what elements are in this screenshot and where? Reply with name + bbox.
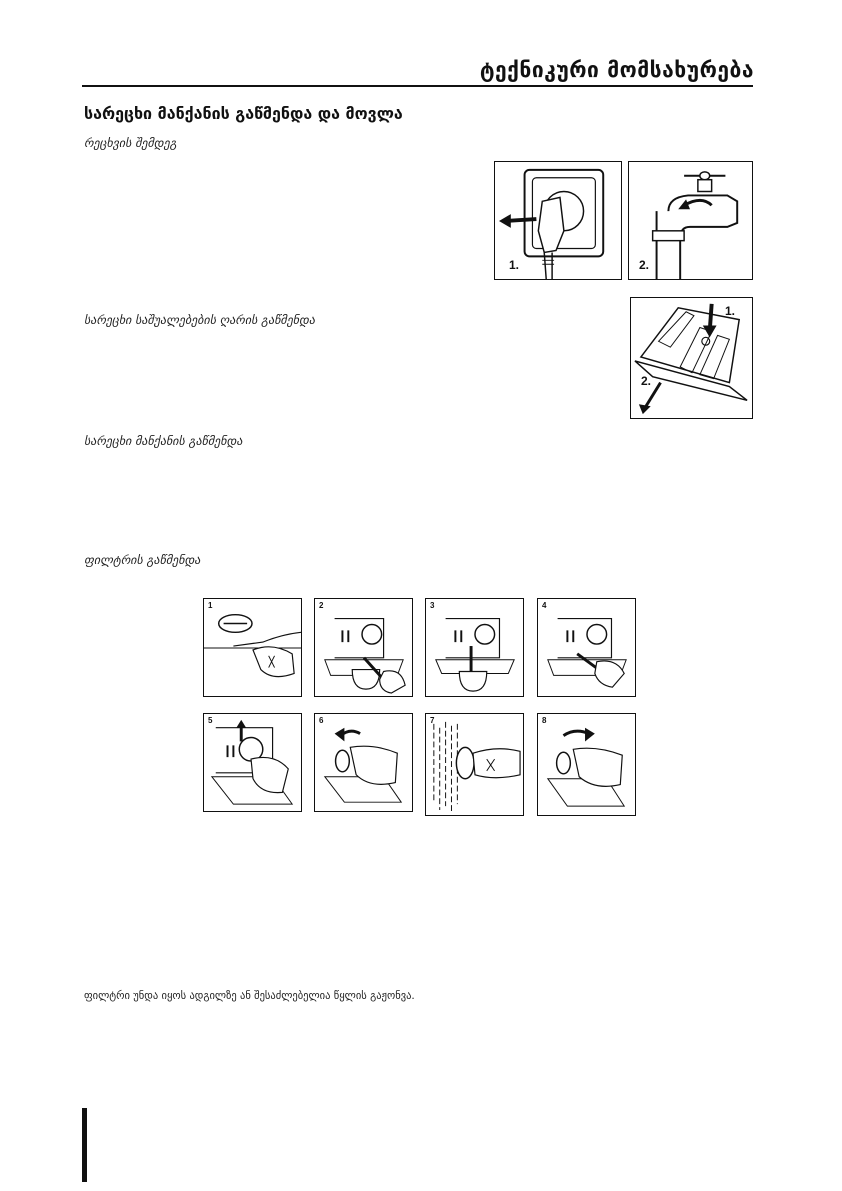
filter-step-number: 8 — [542, 716, 547, 725]
subheading-machine-cleaning: სარეცხი მანქანის გაწმენდა — [84, 434, 243, 448]
filter-step-2-figure — [314, 598, 413, 697]
filter-step-number: 6 — [319, 716, 324, 725]
filter-step-3-figure — [425, 598, 524, 697]
subheading-after-washing: რეცხვის შემდეგ — [84, 136, 177, 150]
filter-step-number: 7 — [430, 716, 435, 725]
tap-step-label: 2. — [639, 258, 650, 272]
subheading-detergent-drawer: სარეცხი საშუალებების ღარის გაწმენდა — [84, 313, 315, 327]
subheading-filter-cleaning: ფილტრის გაწმენდა — [84, 553, 201, 567]
figure-tap — [628, 161, 753, 280]
section-title: სარეცხი მანქანის გაწმენდა და მოვლა — [84, 104, 403, 123]
filter-step-7-figure — [425, 713, 524, 816]
figure-detergent-drawer — [630, 297, 753, 419]
filter-step-number: 1 — [208, 601, 213, 610]
drawer-step-1-label: 1. — [725, 304, 736, 318]
filter-warning-note: ფილტრი უნდა იყოს ადგილზე ან შესაძლებელია წყლის გაჟონვა. — [84, 990, 415, 1002]
page-side-bar — [82, 1108, 87, 1182]
filter-step-4-figure — [537, 598, 636, 697]
filter-step-number: 2 — [319, 601, 324, 610]
filter-step-number: 4 — [542, 601, 547, 610]
filter-step-6-figure — [314, 713, 413, 812]
filter-step-number: 3 — [430, 601, 435, 610]
header-divider — [82, 85, 753, 87]
figure-unplug — [494, 161, 622, 280]
unplug-step-label: 1. — [509, 258, 520, 272]
drawer-step-2-label: 2. — [641, 374, 652, 388]
filter-step-8-figure — [537, 713, 636, 816]
filter-step-5-figure — [203, 713, 302, 812]
page-header-title: ტექნიკური მომსახურება — [479, 58, 754, 82]
filter-step-1-figure — [203, 598, 302, 697]
filter-step-number: 5 — [208, 716, 213, 725]
